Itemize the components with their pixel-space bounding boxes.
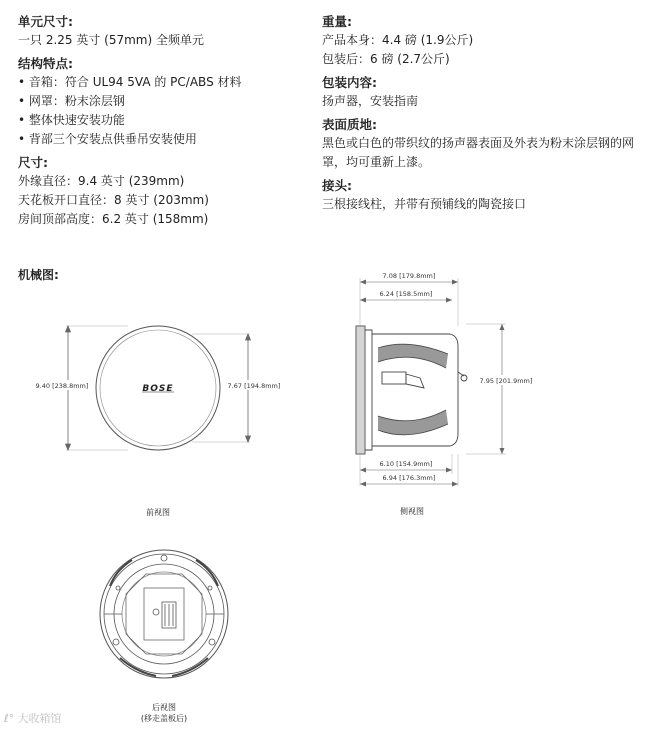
weight-section xyxy=(322,12,637,69)
watermark xyxy=(4,710,62,726)
feature-item: • 网罩：粉末涂层钢 xyxy=(18,94,125,108)
dimension-item: 房间顶部高度：6.2 英寸 (158mm) xyxy=(18,212,209,226)
front-view-caption: 前视图 xyxy=(146,508,170,517)
dimensions-title: 尺寸: xyxy=(18,155,48,170)
weight-item: 包装后：6 磅 (2.7公斤) xyxy=(322,52,450,66)
surface-section xyxy=(322,115,637,172)
side-top-dimension-2: 6.24 [158.5mm] xyxy=(379,290,433,298)
feature-item: • 整体快速安装功能 xyxy=(18,113,125,127)
right-spec-column xyxy=(322,12,637,218)
left-spec-column xyxy=(18,12,308,233)
features-section xyxy=(18,54,308,149)
side-height-dimension: 7.95 [201.9mm] xyxy=(479,377,533,385)
unit-size-line: 一只 2.25 英寸 (57mm) 全频单元 xyxy=(18,33,204,47)
connector-item: 三根接线柱，并带有预铺线的陶瓷接口 xyxy=(322,197,527,211)
rear-view-caption xyxy=(124,702,204,724)
weight-title: 重量: xyxy=(322,14,352,29)
package-title: 包装内容: xyxy=(322,75,377,90)
feature-item: • 背部三个安装点供垂吊安装使用 xyxy=(18,132,197,146)
side-bottom-dimension-2: 6.94 [176.3mm] xyxy=(382,474,436,482)
connector-title: 接头: xyxy=(322,178,352,193)
front-inner-dimension: 7.67 [194.8mm] xyxy=(227,382,281,390)
front-outer-dimension: 9.40 [238.8mm] xyxy=(35,382,89,390)
side-top-dimension-1: 7.08 [179.8mm] xyxy=(382,272,436,280)
rear-view-caption-line1: 后视图 xyxy=(152,703,176,712)
dimension-item: 外缘直径：9.4 英寸 (239mm) xyxy=(18,174,185,188)
unit-size-title: 单元尺寸: xyxy=(18,14,73,29)
watermark-text: 大收箱馆 xyxy=(17,712,62,725)
unit-size-section xyxy=(18,12,308,50)
package-item: 扬声器，安装指南 xyxy=(322,94,419,108)
bose-logo: BOSE xyxy=(142,384,174,394)
connector-section xyxy=(322,176,637,214)
weight-item: 产品本身：4.4 磅 (1.9公斤) xyxy=(322,33,474,47)
feature-item: • 音箱：符合 UL94 5VA 的 PC/ABS 材料 xyxy=(18,75,242,89)
dimensions-section xyxy=(18,153,308,229)
side-bottom-dimension-1: 6.10 [154.9mm] xyxy=(379,460,433,468)
watermark-icon: ℓ° xyxy=(4,712,15,725)
features-title: 结构特点: xyxy=(18,56,73,71)
side-view-drawing xyxy=(330,268,570,496)
dimension-item: 天花板开口直径：8 英寸 (203mm) xyxy=(18,193,209,207)
front-view-drawing xyxy=(30,320,300,460)
side-view-caption: 侧视图 xyxy=(400,507,424,516)
package-section xyxy=(322,73,637,111)
rear-view-caption-line2: (移走盖板后) xyxy=(140,714,188,723)
mechanical-drawing-title: 机械图: xyxy=(18,268,59,282)
rear-view-drawing xyxy=(96,546,232,682)
surface-title: 表面质地: xyxy=(322,117,377,132)
surface-text: 黑色或白色的带织纹的扬声器表面及外表为粉末涂层钢的网罩，均可重新上漆。 xyxy=(322,136,635,169)
